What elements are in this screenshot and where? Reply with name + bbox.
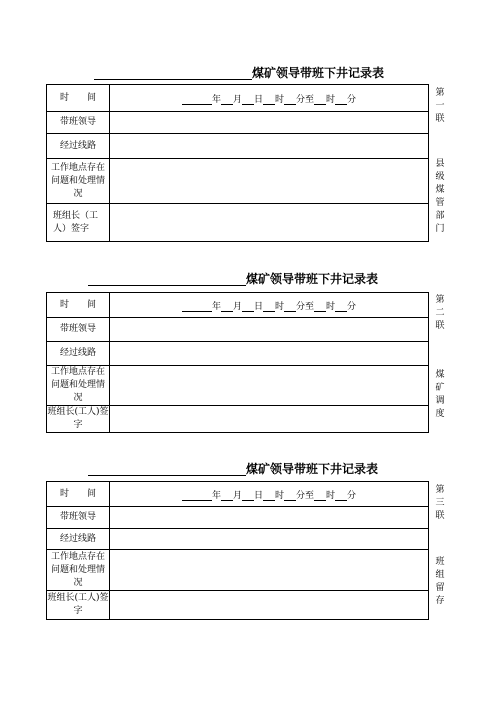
recipient-label: 班 组 留 存: [435, 557, 445, 606]
time-label: 时 间: [47, 293, 110, 318]
form-title: 煤矿领导带班下井记录表: [88, 462, 418, 478]
signature-label: 班组长(工人)签字: [47, 591, 110, 620]
time-label: 时 间: [47, 482, 110, 507]
copy-label: 第 三 联: [435, 485, 445, 521]
copy-label: 第 二 联: [435, 295, 445, 331]
mine-name-blank[interactable]: [88, 273, 246, 286]
leader-label: 带班领导: [47, 112, 110, 134]
time-field[interactable]: 年 月 日 时 分至 时 分: [110, 85, 429, 112]
leader-field[interactable]: [110, 507, 429, 529]
mine-name-blank[interactable]: [88, 463, 246, 476]
recipient-label: 煤 矿 调 度: [435, 370, 445, 419]
problems-label: 工作地点存在问题和处理情况: [47, 366, 110, 406]
route-field[interactable]: [110, 134, 429, 159]
leader-label: 带班领导: [47, 507, 110, 529]
problems-label: 工作地点存在问题和处理情况: [47, 550, 110, 591]
problems-field[interactable]: [110, 366, 429, 406]
signature-field[interactable]: [110, 591, 429, 620]
time-label: 时 间: [47, 85, 110, 112]
time-field[interactable]: 年 月 日 时 分至 时 分: [110, 482, 429, 507]
leader-field[interactable]: [110, 112, 429, 134]
route-label: 经过线路: [47, 529, 110, 550]
mine-name-blank[interactable]: [94, 67, 252, 80]
problems-field[interactable]: [110, 159, 429, 204]
time-field[interactable]: 年 月 日 时 分至 时 分: [110, 293, 429, 318]
problems-field[interactable]: [110, 550, 429, 591]
signature-label: 班组长（工人）签字: [47, 204, 110, 242]
signature-field[interactable]: [110, 406, 429, 433]
signature-field[interactable]: [110, 204, 429, 242]
problems-label: 工作地点存在问题和处理情况: [47, 159, 110, 204]
route-field[interactable]: [110, 529, 429, 550]
route-label: 经过线路: [47, 342, 110, 366]
copy-label: 第 一 联: [435, 88, 445, 124]
signature-label: 班组长(工人)签字: [47, 406, 110, 433]
recipient-label: 县 级 煤 管 部 门: [435, 159, 445, 234]
leader-label: 带班领导: [47, 318, 110, 342]
leader-field[interactable]: [110, 318, 429, 342]
route-field[interactable]: [110, 342, 429, 366]
route-label: 经过线路: [47, 134, 110, 159]
form-title: 煤矿领导带班下井记录表: [94, 66, 424, 82]
form-title: 煤矿领导带班下井记录表: [88, 272, 418, 288]
